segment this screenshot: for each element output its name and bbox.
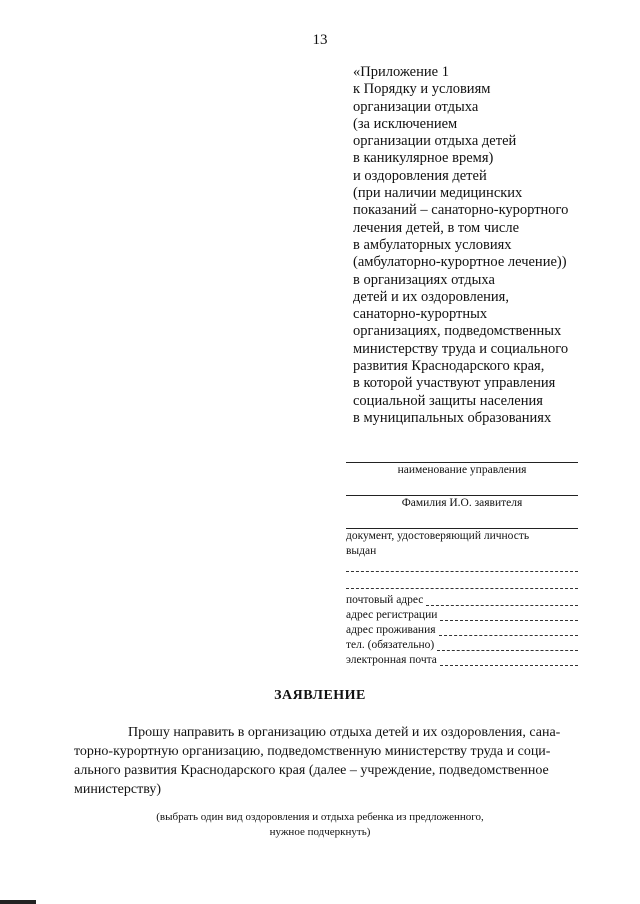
residence-address-row[interactable] [346, 623, 578, 638]
annex-line: и оздоровления детей [353, 167, 487, 184]
applicant-name-line[interactable] [346, 485, 578, 496]
application-body [74, 723, 580, 799]
annex-line: (при наличии медицинских [353, 185, 523, 202]
annex-line: санаторно-курортных [353, 306, 488, 323]
note-line: (выбрать один вид оздоровления и отдыха ребенка из предложенного, [156, 811, 484, 823]
annex-line: в каникулярное время) [353, 150, 494, 167]
phone-label: тел. (обязательно) [346, 639, 435, 651]
page-number: 13 [312, 32, 328, 48]
email-label: электронная почта [346, 654, 437, 666]
registration-address-label: адрес регистрации [346, 609, 438, 621]
registration-address-row[interactable] [346, 608, 578, 623]
document-caption: документ, удостоверяющий личность [346, 530, 530, 542]
issued-by-label: выдан [346, 545, 377, 557]
annex-line: в организациях отдыха [353, 271, 495, 288]
issued-by-line-2[interactable] [346, 576, 578, 589]
residence-address-field[interactable] [439, 625, 578, 636]
annex-line: лечения детей, в том числе [353, 219, 519, 236]
body-line: торно-курортную организацию, подведомственную министерству труда и соци- [74, 744, 551, 759]
phone-row[interactable] [346, 638, 578, 653]
annex-line: (за исключением [353, 115, 458, 132]
residence-address-label: адрес проживания [346, 624, 436, 636]
annex-line: развития Краснодарского края, [353, 358, 545, 375]
annex-line: показаний – санаторно-курортного [353, 202, 569, 219]
postal-address-label: почтовый адрес [346, 594, 424, 606]
annex-line: детей и их оздоровления, [353, 288, 509, 305]
registration-address-field[interactable] [440, 610, 578, 621]
annex-line: организации отдыха детей [353, 133, 517, 150]
scan-edge-mark [0, 900, 36, 904]
office-name-caption: наименование управления [397, 464, 527, 476]
selection-note [0, 810, 640, 840]
office-name-line[interactable] [346, 452, 578, 463]
annex-line: министерству труда и социального [353, 340, 569, 357]
annex-line: в амбулаторных условиях [353, 236, 512, 253]
postal-address-field[interactable] [426, 595, 578, 606]
body-line: ального развития Краснодарского края (далее – учреждение, подведомственное [74, 763, 549, 778]
body-line: Прошу направить в организацию отдыха детей и их оздоровления, сана- [128, 725, 561, 740]
annex-line: в которой участвуют управления [353, 375, 556, 392]
annex-line: к Порядку и условиям [353, 81, 491, 98]
email-field[interactable] [440, 655, 578, 666]
document-heading: ЗАЯВЛЕНИЕ [274, 688, 366, 703]
applicant-form [346, 452, 578, 668]
issued-by-line[interactable] [346, 559, 578, 572]
email-row[interactable] [346, 653, 578, 668]
phone-field[interactable] [437, 640, 578, 651]
body-line: министерству) [74, 782, 162, 797]
annex-line: (амбулаторно-курортное лечение)) [353, 254, 567, 271]
annex-line: организациях, подведомственных [353, 323, 562, 340]
annex-header [353, 64, 603, 427]
annex-line: организации отдыха [353, 98, 479, 115]
annex-line: в муниципальных образованиях [353, 409, 552, 426]
document-line[interactable] [346, 518, 578, 529]
applicant-name-caption: Фамилия И.О. заявителя [401, 497, 523, 509]
note-line: нужное подчеркнуть) [269, 826, 371, 838]
postal-address-row[interactable] [346, 593, 578, 608]
annex-line: социальной защиты населения [353, 392, 543, 409]
annex-line: «Приложение 1 [353, 64, 449, 80]
